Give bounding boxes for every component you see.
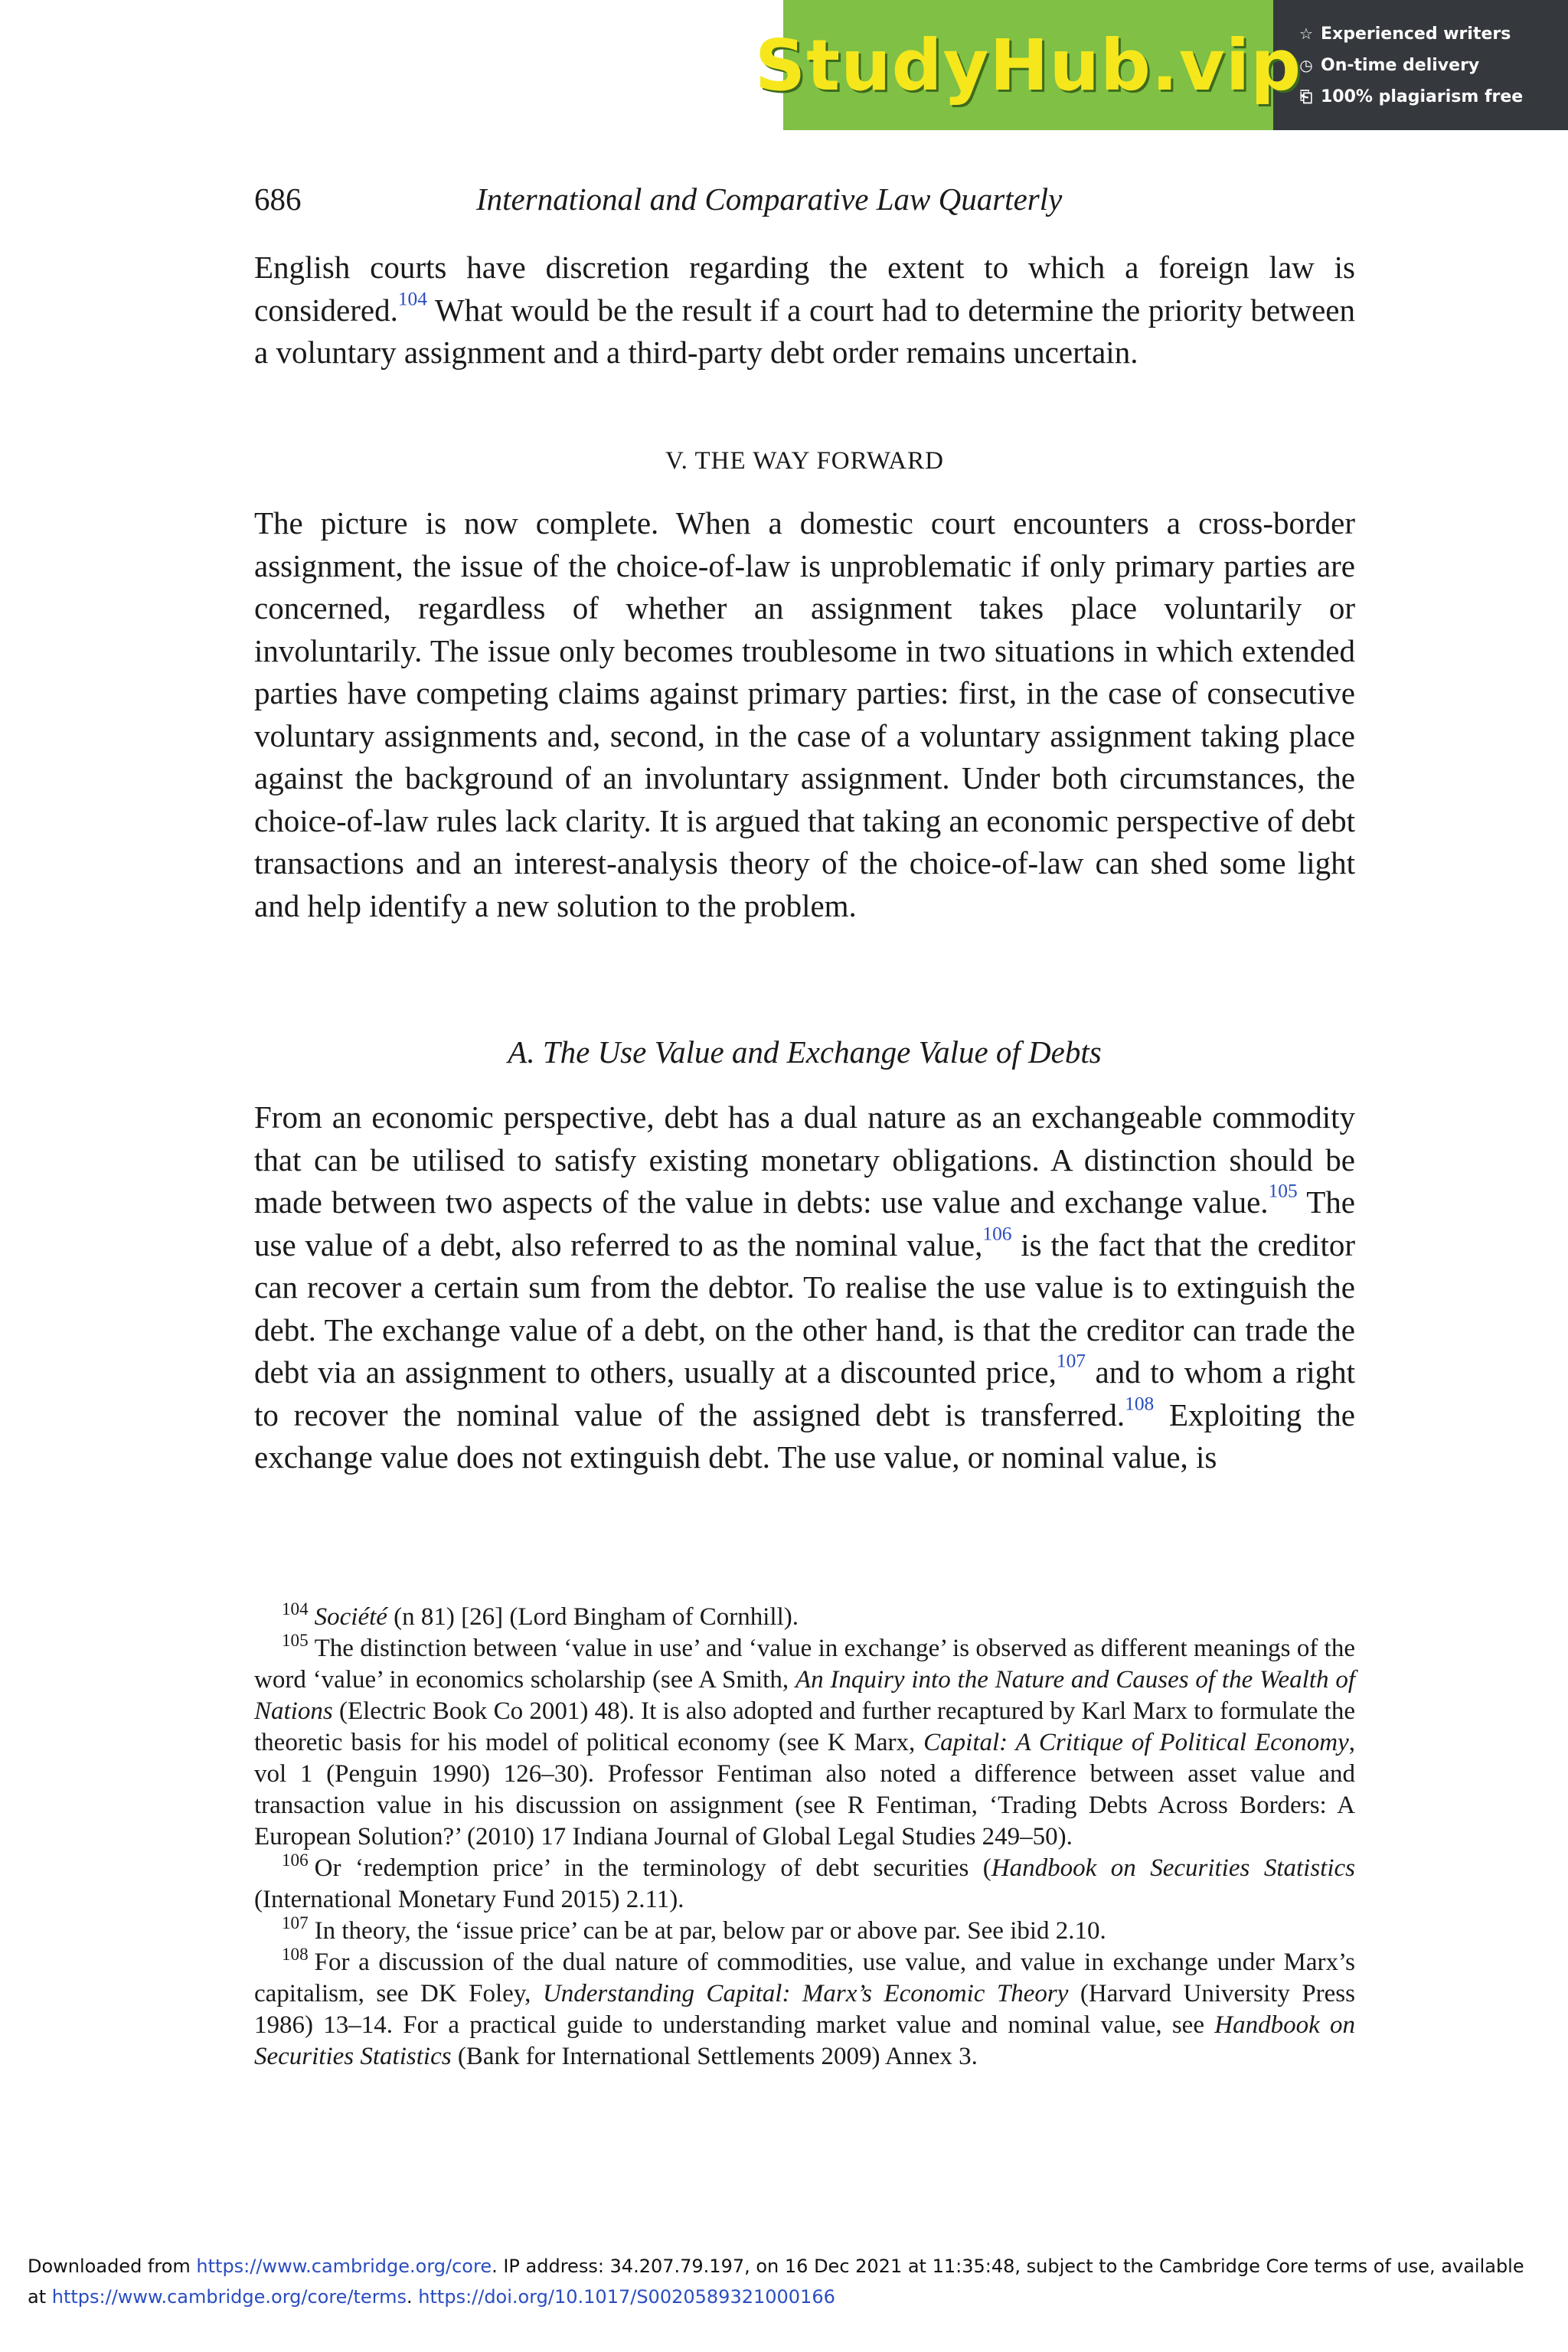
document-check-icon: ⎗	[1300, 87, 1312, 106]
cambridge-terms-link[interactable]: https://www.cambridge.org/core/terms	[51, 2286, 407, 2308]
download-text: . IP address: 34.207.79.197, on 16 Dec 2021 at 11:35:48, subject to the Cambridge Core terms of use, available at	[28, 2256, 1524, 2308]
paragraph-text: and to whom a right to recover the nominal value of the assigned debt is transferred.	[254, 1354, 1355, 1432]
download-notice	[28, 2251, 1544, 2312]
paragraph-text: The use value of a debt, also referred to as the nominal value,	[254, 1184, 1355, 1263]
badge-label: On-time delivery	[1321, 55, 1480, 75]
footnotes	[254, 1599, 1355, 2073]
footnote-text: The distinction between ‘value in use’ and ‘value in exchange’ is observed as different meanings of the word ‘value’ in economics scholarship (see A Smith,	[254, 1635, 1355, 1694]
cambridge-core-link[interactable]: https://www.cambridge.org/core	[196, 2256, 492, 2277]
star-icon: ☆	[1299, 24, 1313, 43]
footnote-text: Handbook on Securities Statistics	[254, 2011, 1355, 2070]
footnote-text: (Bank for International Settlements 2009) Annex 3.	[451, 2043, 978, 2070]
journal-title: International and Comparative Law Quarterly	[476, 181, 1063, 217]
footnote-text: Or ‘redemption price’ in the terminology of debt securities (	[314, 1854, 991, 1882]
footnote-number: 104	[282, 1599, 309, 1619]
footnote-106	[254, 1850, 1355, 1916]
paragraph-text: What would be the result if a court had to determine the priority between a voluntary assignment and a third-party debt order remains uncertain.	[254, 292, 1355, 370]
footnote-text: Capital: A Critique of Political Economy	[923, 1729, 1349, 1756]
running-head	[254, 181, 1355, 227]
footnote-108	[254, 1944, 1355, 2073]
footnote-number: 108	[282, 1944, 309, 1965]
footnote-text: Understanding Capital: Marx’s Economic Theory	[542, 1980, 1069, 2007]
paragraph-2: The picture is now complete. When a domestic court encounters a cross-border assignment, the issue of the choice-of-law is unproblematic if only primary parties are concerned, regardless of whether an assignment takes place voluntarily or involuntarily. The issue only becomes troublesome in two situations in which extended parties have competing claims against primary parties: first, in the case of consecutive voluntary assignments and, second, in the case of a voluntary assignment taking place against the background of an involuntary assignment. Under both circumstances, the choice-of-law rules lack clarity. It is argued that taking an economic perspective of debt transactions and an interest-analysis theory of the choice-of-law can shed some light and help identify a new solution to the problem.	[254, 505, 1355, 923]
studyhub-banner[interactable]	[754, 0, 1568, 130]
footnote-text: , vol 1 (Penguin 1990) 126–30). Professor Fentiman also noted a difference between asset value and transaction value in his discussion on assignment (see R Fentiman, ‘Trading Debts Across Borders: A European Solution?’ (2010) 17 Indiana Journal of Global Legal Studies 249–50).	[254, 1729, 1355, 1851]
footnote-text: Handbook on Securities Statistics	[991, 1854, 1355, 1882]
footnote-ref-105[interactable]: 105	[1268, 1180, 1298, 1202]
footnote-text: (Electric Book Co 2001) 48). It is also adopted and further recaptured by Karl Marx to formulate the theoretic basis for his model of political economy (see K Marx,	[254, 1697, 1355, 1756]
doi-link[interactable]: https://doi.org/10.1017/S0020589321000166	[418, 2286, 835, 2308]
paragraph-text: is the fact that the creditor can recover a certain sum from the debtor. To realise the use value is to extinguish the debt. The exchange value of a debt, on the other hand, is that the creditor can trade the debt via an assignment to others, usually at a discounted price,	[254, 1227, 1355, 1390]
footnote-ref-108[interactable]: 108	[1125, 1393, 1155, 1415]
footnote-text: In theory, the ‘issue price’ can be at par, below par or above par. See ibid 2.10.	[314, 1917, 1106, 1945]
paragraph-text: Exploiting the exchange value does not extinguish debt. The use value, or nominal value, is	[254, 1396, 1355, 1475]
footnote-ref-107[interactable]: 107	[1056, 1350, 1086, 1372]
footnote-number: 105	[282, 1630, 309, 1651]
footnote-text: For a discussion of the dual nature of commodities, use value, and value in exchange under Marx’s capitalism, see DK Foley,	[254, 1949, 1355, 2007]
footnote-number: 106	[282, 1850, 309, 1870]
page-number: 686	[254, 181, 302, 217]
paragraph-1	[254, 247, 1355, 374]
badge-label: Experienced writers	[1321, 24, 1511, 44]
download-text: Downloaded from	[28, 2256, 197, 2277]
badge-label: 100% plagiarism free	[1321, 87, 1524, 106]
badge-experienced-writers	[1296, 18, 1523, 50]
footnote-104	[254, 1599, 1355, 1633]
paragraph-text: From an economic perspective, debt has a dual nature as an exchangeable commodity that can be utilised to satisfy existing monetary obligations. A distinction should be made between two aspects of the value in debts: use value and exchange value.	[254, 1099, 1355, 1220]
banner-badges	[1273, 18, 1523, 113]
footnote-ref-104[interactable]: 104	[397, 288, 427, 310]
footnote-ref-106[interactable]: 106	[982, 1223, 1012, 1245]
logo-text: StudyHub.vip	[754, 24, 1302, 106]
footnote-105	[254, 1630, 1355, 1853]
clock-icon: ◷	[1299, 55, 1313, 74]
footnote-text: An Inquiry into the Nature and Causes of the Wealth of Nations	[254, 1666, 1355, 1725]
subsection-heading: A. The Use Value and Exchange Value of Debts	[508, 1034, 1102, 1070]
footnote-107	[254, 1913, 1355, 1947]
footnote-text: (n 81) [26] (Lord Bingham of Cornhill).	[387, 1603, 799, 1631]
badge-on-time-delivery	[1296, 50, 1523, 81]
footnote-number: 107	[282, 1913, 309, 1933]
footnote-text: (Harvard University Press 1986) 13–14. For a practical guide to understanding market value and nominal value, see	[254, 1980, 1355, 2039]
paragraph-text: English courts have discretion regarding the extent to which a foreign law is considered.	[254, 250, 1355, 328]
footnote-text: Société	[314, 1603, 387, 1631]
download-text: .	[407, 2286, 419, 2308]
section-heading: V. THE WAY FORWARD	[665, 447, 944, 475]
footnote-text: (International Monetary Fund 2015) 2.11).	[254, 1886, 684, 1913]
badge-plagiarism-free	[1296, 81, 1523, 113]
paragraph-3	[254, 1096, 1355, 1479]
studyhub-logo[interactable]	[754, 0, 1302, 130]
